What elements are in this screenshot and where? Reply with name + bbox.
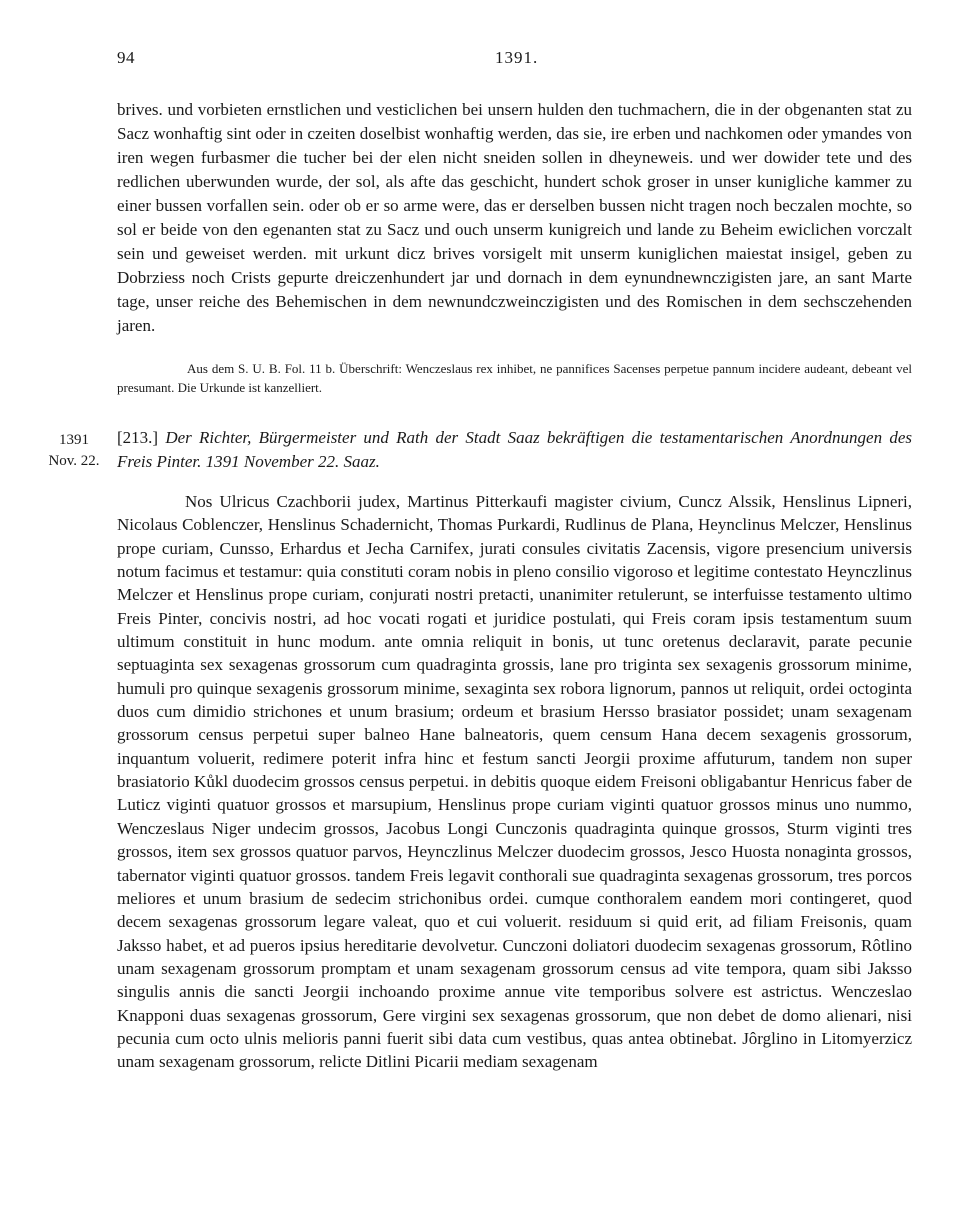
document-number: [213.] (117, 428, 159, 447)
margin-day: Nov. 22. (48, 453, 100, 469)
page-number: 94 (117, 48, 135, 67)
page-header (0, 48, 960, 76)
document-regest: Der Richter, Bürgermeister und Rath der Stadt Saaz bekräftigen die testamentarischen Anordnungen des Freis Pinter. 1391 November 22. Saaz. (117, 428, 912, 471)
running-head-year: 1391. (495, 48, 539, 67)
apparatus-note: Aus dem S. U. B. Fol. 11 b. Überschrift: Wenczeslaus rex inhibet, ne pannifices Sacenses perpetue pannum incidere audeant, debeant vel presumant. Die Urkunde ist kanzelliert. (117, 361, 912, 395)
previous-document-text: brives. und vorbieten ernstlichen und vesticlichen bei unsern hulden den tuchmachern, die in der obgenanten stat zu Sacz wonhaftig sint oder in czeiten doselbist wonhaftig werden, das sie, ire erben und nachkomen oder ymandes von iren wegen furbasmer die tucher bei der elen nicht sneiden sollen in dheyneweis. und wer dowider tete und des redlichen uberwunden wurde, der sol, als afte das geschicht, hundert schok groser in unser kunigliche kammer zu einer bussen vorfallen sein. oder ob er so arme were, das er derselben bussen nicht tragen noch beczalen mochte, so sol er beide von den egenanten stat zu Sacz und ouch unserm kunigreich und lande zu Beheim ewiclichen vorczalt sein und geweiset werden. mit urkunt dicz brives vorsigelt mit unserm kuniglichen maiestat insigel, geben zu Dobrziess noch Crists gepurte dreiczenhundert jar und dornach in dem eynundnewnczigisten jare, an sant Marte tage, unser reiche des Behemischen in dem newnundczweinczigisten und des Romischen in dem sechsczehenden jaren. (117, 100, 912, 335)
margin-date (40, 430, 108, 472)
margin-year: 1391 (59, 432, 89, 448)
document-heading (117, 426, 912, 474)
document-text: Nos Ulricus Czachborii judex, Martinus Pitterkaufi magister civium, Cuncz Alssik, Henslinus Lipneri, Nicolaus Coblenczer, Henslinus Schadernicht, Thomas Purkardi, Rudlinus de Plana, Heynclinus Melczer, Henslinus prope curiam, Cunsso, Erhardus et Jecha Carnifex, jurati consules civitatis Zacensis, vigore presencium universis notum facimus et testamur: quia constituti coram nobis in pleno consilio vigoroso et legitime contestato Heynczlinus Melczer et Henslinus prope curiam, conjurati nostri pretacti, unanimiter retulerunt, se interfuisse testamento ultimo Freis Pinter, concivis nostri, ad hoc vocati rogati et juridice postulati, qui Freis coram ipsis testamentum suum ultimum constituit in hunc modum. ante omnia reliquit in bonis, ut tunc oretenus declaravit, parate pecunie septuaginta sex sexagenas grossorum cum quadraginta grossis, lane pro triginta sex sexagenis grossorum minime, humuli pro quinque sexagenis grossorum minime, sexaginta sex robora lignorum, pannos ut reliquit, ordei octoginta duos cum dimidio strichones et unum brasium; ordeum et brasium Hersso brasiator possidet; unam sexagenam grossorum census perpetui super balneo Hane balneatoris, quem censum Hana decem sexagenis grossorum, inquantum voluerit, redimere poterit infra hinc et festum sancti Jeorgii proxime affuturum, tandem non super brasiatorio Kůkl duodecim grossos census perpetui. in debitis quoque eidem Freisoni obligabantur Henricus faber de Luticz viginti quatuor grossos et marsupium, Henslinus prope curiam viginti quatuor grossos minus uno nummo, Wenczeslaus Niger undecim grossos, Jacobus Longi Cunczonis quadraginta quinque grossos, Sturm viginti tres grossos, item sex grossos quatuor parvos, Heynczlinus Melczer duodecim grossos, Jesco Huosta nonaginta grossos, tabernator viginti quatuor grossos. tandem Freis legavit conthorali sue quadraginta sexagenas grossorum, tres porcos meliores et unum brasium de sedecim strichonibus ordei. cumque conthoralem eandem mori contingeret, quod decem sexagenas grossorum legare valeat, quo et cui voluerit. residuum si quid erit, ad filiam Freisonis, quam Jaksso habet, et ad pueros ipsius hereditarie devolvetur. Cunczoni doliatori duodecim sexagenas grossorum, Rôtlino unam sexagenam grossorum promptam et unam sexagenam grossorum census ad vite tempora, quam sibi Jaksso singulis annis die sancti Jeorgii inchoando proxime annue vite temporibus solvere est astrictus. Wenczeslao Knapponi duas sexagenas grossorum, Gere virgini sex sexagenas grossorum, que non debet de domo alienari, nisi pecunia cum octo ulnis melioris panni fuerit sibi data cum vestibus, quas antea obtinebat. Jôrglino in Litomyerzicz unam sexagenam grossorum, relicte Ditlini Picarii mediam sexagenam (117, 492, 912, 1072)
